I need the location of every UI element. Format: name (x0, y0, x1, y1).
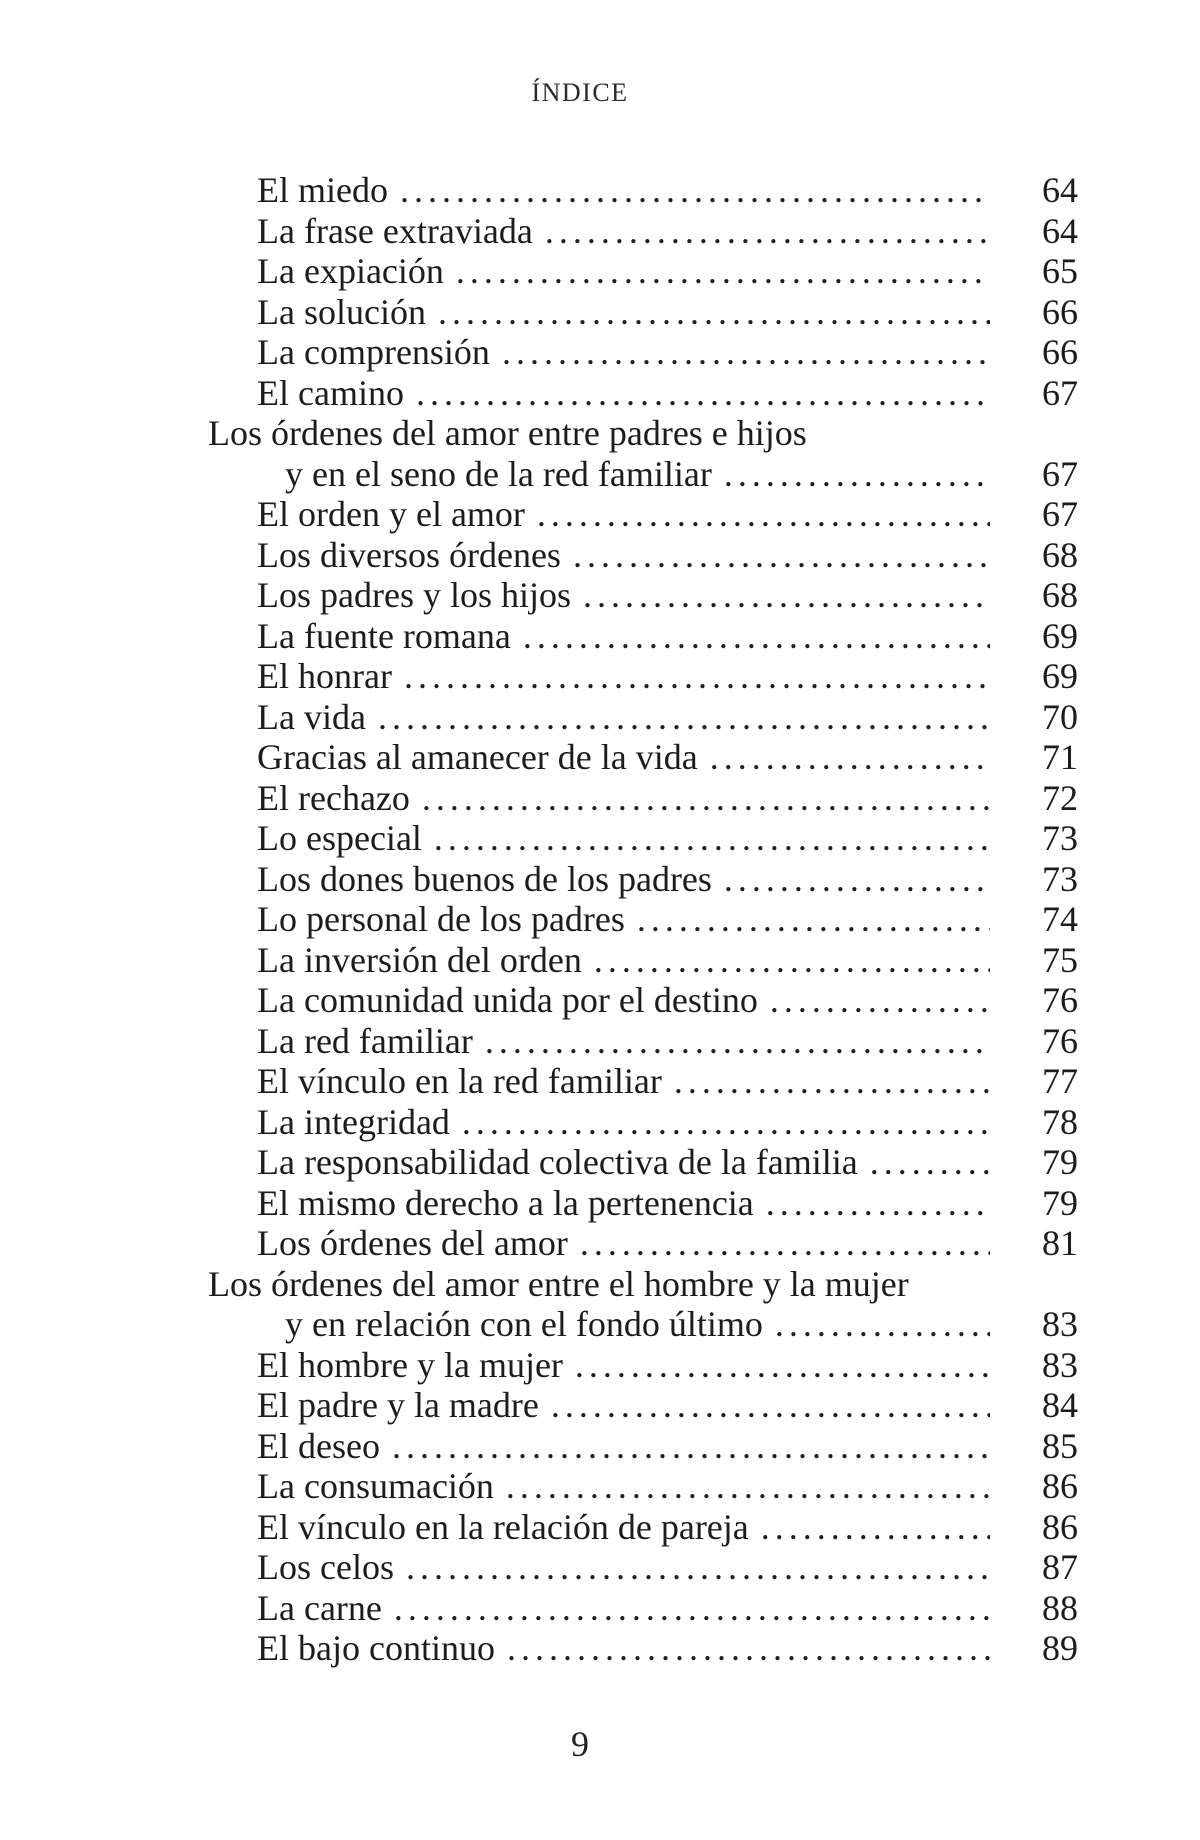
dot-leader (507, 1628, 990, 1669)
toc-entry-label: La inversión del orden (257, 939, 582, 980)
toc-entry-page: 83 (1042, 1304, 1078, 1344)
toc-row (208, 1507, 1078, 1548)
toc-entry-label: El miedo (257, 170, 388, 210)
dot-leader (575, 1345, 990, 1386)
dot-leader (394, 1588, 990, 1629)
toc-row (208, 1304, 1078, 1345)
toc-entry-page: 87 (1042, 1547, 1078, 1587)
toc-entry-label: La solución (257, 291, 426, 332)
toc-entry-label: Los órdenes del amor (257, 1223, 568, 1263)
toc-entry-label: La red familiar (257, 1020, 473, 1061)
toc-entry-page: 71 (1042, 737, 1078, 777)
toc-entry-label: Los dones buenos de los padres (257, 858, 712, 899)
dot-leader (580, 1223, 990, 1264)
toc-row (208, 1102, 1078, 1143)
dot-leader (583, 575, 990, 616)
toc-row (208, 170, 1078, 211)
toc-entry-page: 78 (1042, 1101, 1078, 1142)
dot-leader (770, 980, 990, 1021)
dot-leader (545, 211, 990, 252)
toc-row (208, 373, 1078, 414)
toc-entry-label: La comprensión (257, 332, 490, 372)
toc-row (208, 778, 1078, 819)
dot-leader (392, 1426, 990, 1467)
toc-entry-label: El honrar (257, 656, 392, 696)
toc-row (208, 980, 1078, 1021)
toc-entry-page: 64 (1042, 170, 1078, 210)
toc-entry-label: Los órdenes del amor entre el hombre y la mujer (208, 1263, 909, 1304)
toc-row (208, 899, 1078, 940)
toc-row (208, 454, 1078, 495)
toc-entry-page: 79 (1042, 1182, 1078, 1223)
toc-entry-page: 67 (1042, 453, 1078, 494)
toc-entry-label: La fuente romana (257, 615, 511, 656)
dot-leader (523, 616, 990, 657)
dot-leader (378, 697, 990, 738)
toc-entry-label: La vida (257, 696, 366, 737)
dot-leader (637, 899, 990, 940)
toc-row (208, 211, 1078, 252)
toc-entry-label: Lo personal de los padres (257, 899, 625, 939)
toc-row (208, 1466, 1078, 1507)
toc-row (208, 494, 1078, 535)
toc-entry-page: 67 (1042, 372, 1078, 413)
dot-leader (674, 1061, 990, 1102)
dot-leader (724, 454, 990, 495)
dot-leader (506, 1466, 990, 1507)
toc-entry-label: y en relación con el fondo último (285, 1304, 763, 1344)
table-of-contents (208, 170, 1078, 1669)
dot-leader (485, 1021, 990, 1062)
toc-entry-page: 64 (1042, 210, 1078, 251)
toc-row (208, 818, 1078, 859)
toc-row (208, 859, 1078, 900)
toc-entry-page: 81 (1042, 1223, 1078, 1263)
toc-row (208, 251, 1078, 292)
toc-entry-label: La integridad (257, 1101, 450, 1142)
toc-row (208, 1021, 1078, 1062)
dot-leader (438, 292, 990, 333)
dot-leader (456, 251, 990, 292)
toc-entry-page: 75 (1042, 939, 1078, 980)
toc-row (208, 575, 1078, 616)
toc-entry-label: El rechazo (257, 777, 410, 818)
toc-heading-row (208, 1264, 1078, 1305)
toc-row (208, 1345, 1078, 1386)
toc-entry-label: Lo especial (257, 818, 422, 858)
toc-entry-label: El vínculo en la relación de pareja (257, 1506, 749, 1547)
toc-row (208, 1426, 1078, 1467)
toc-entry-label: Los órdenes del amor entre padres e hijos (208, 413, 807, 453)
toc-entry-label: El orden y el amor (257, 494, 525, 534)
dot-leader (400, 170, 990, 211)
toc-entry-page: 88 (1042, 1587, 1078, 1628)
toc-entry-page: 69 (1042, 656, 1078, 696)
toc-row (208, 1183, 1078, 1224)
toc-row (208, 292, 1078, 333)
dot-leader (537, 494, 990, 535)
toc-entry-label: La carne (257, 1587, 382, 1628)
toc-row (208, 1142, 1078, 1183)
toc-entry-label: El mismo derecho a la pertenencia (257, 1182, 754, 1223)
toc-entry-page: 79 (1042, 1142, 1078, 1182)
toc-entry-page: 67 (1042, 494, 1078, 534)
toc-entry-label: El padre y la madre (257, 1385, 539, 1425)
toc-entry-page: 68 (1042, 534, 1078, 575)
dot-leader (870, 1142, 990, 1183)
toc-entry-label: La expiación (257, 251, 444, 291)
toc-entry-label: El bajo continuo (257, 1628, 495, 1668)
toc-heading-row (208, 413, 1078, 454)
toc-entry-page: 89 (1042, 1628, 1078, 1668)
toc-entry-page: 73 (1042, 858, 1078, 899)
toc-entry-page: 74 (1042, 899, 1078, 939)
toc-row (208, 737, 1078, 778)
toc-row (208, 1061, 1078, 1102)
toc-entry-label: La frase extraviada (257, 210, 533, 251)
dot-leader (594, 940, 990, 981)
page-number: 9 (571, 1724, 589, 1764)
toc-entry-label: La comunidad unida por el destino (257, 980, 758, 1020)
dot-leader (766, 1183, 990, 1224)
toc-entry-label: Los celos (257, 1547, 394, 1587)
toc-row (208, 697, 1078, 738)
toc-entry-label: El hombre y la mujer (257, 1344, 563, 1385)
toc-entry-page: 70 (1042, 696, 1078, 737)
toc-entry-page: 65 (1042, 251, 1078, 291)
toc-entry-page: 72 (1042, 777, 1078, 818)
dot-leader (775, 1304, 990, 1345)
dot-leader (434, 818, 990, 859)
dot-leader (761, 1507, 990, 1548)
toc-row (208, 616, 1078, 657)
dot-leader (422, 778, 990, 819)
toc-row (208, 535, 1078, 576)
dot-leader (462, 1102, 990, 1143)
toc-entry-label: La responsabilidad colectiva de la familia (257, 1142, 858, 1182)
dot-leader (573, 535, 990, 576)
toc-entry-page: 86 (1042, 1466, 1078, 1506)
toc-entry-label: y en el seno de la red familiar (285, 453, 712, 494)
toc-entry-page: 69 (1042, 615, 1078, 656)
toc-entry-page: 76 (1042, 980, 1078, 1020)
dot-leader (502, 332, 990, 373)
toc-row (208, 1223, 1078, 1264)
toc-row (208, 1385, 1078, 1426)
toc-row (208, 940, 1078, 981)
toc-entry-page: 68 (1042, 575, 1078, 615)
toc-entry-page: 73 (1042, 818, 1078, 858)
toc-row (208, 332, 1078, 373)
toc-entry-label: La consumación (257, 1466, 494, 1506)
toc-entry-label: El camino (257, 372, 404, 413)
dot-leader (416, 373, 990, 414)
dot-leader (404, 656, 990, 697)
toc-entry-page: 76 (1042, 1020, 1078, 1061)
toc-row (208, 1588, 1078, 1629)
toc-entry-page: 77 (1042, 1061, 1078, 1101)
dot-leader (710, 737, 990, 778)
toc-row (208, 656, 1078, 697)
toc-entry-page: 86 (1042, 1506, 1078, 1547)
dot-leader (406, 1547, 990, 1588)
dot-leader (551, 1385, 990, 1426)
toc-row (208, 1628, 1078, 1669)
toc-entry-page: 66 (1042, 332, 1078, 372)
toc-entry-label: Los padres y los hijos (257, 575, 571, 615)
toc-row (208, 1547, 1078, 1588)
dot-leader (724, 859, 990, 900)
toc-entry-label: Los diversos órdenes (257, 534, 561, 575)
toc-entry-label: Gracias al amanecer de la vida (257, 737, 698, 777)
toc-entry-page: 84 (1042, 1385, 1078, 1425)
toc-entry-page: 66 (1042, 291, 1078, 332)
page-title: ÍNDICE (531, 78, 629, 107)
toc-entry-label: El deseo (257, 1425, 380, 1466)
toc-entry-page: 83 (1042, 1344, 1078, 1385)
toc-entry-page: 85 (1042, 1425, 1078, 1466)
toc-entry-label: El vínculo en la red familiar (257, 1061, 662, 1101)
